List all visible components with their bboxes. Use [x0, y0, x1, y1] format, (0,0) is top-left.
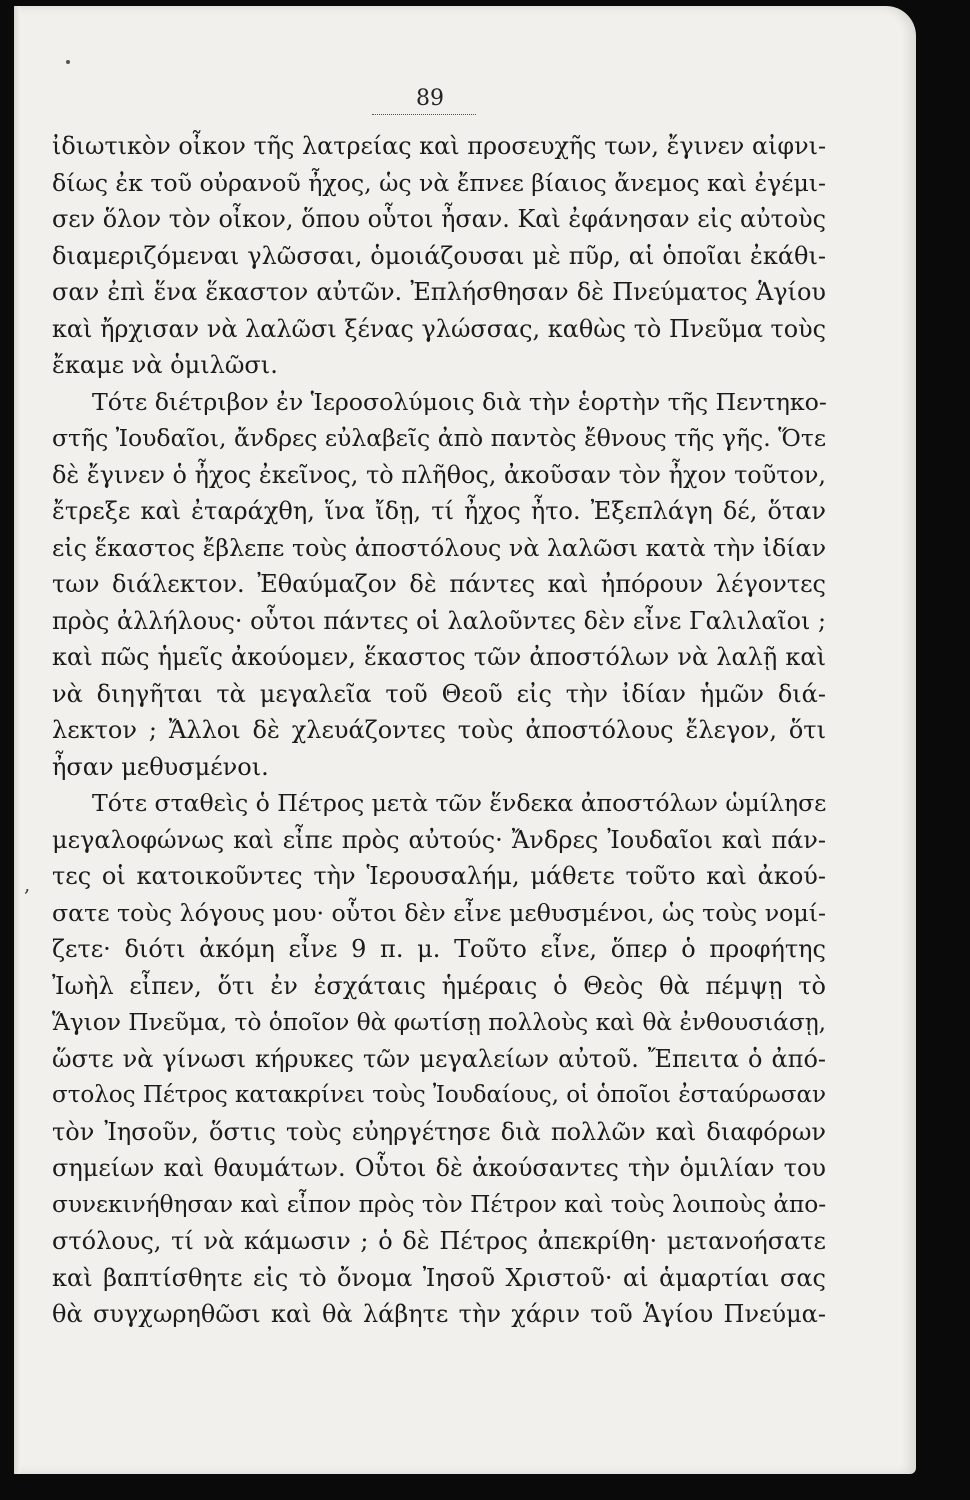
text-line: θὰ συγχωρηθῶσι καὶ θὰ λάβητε τὴν χάριν τοῦ Ἁγίου Πνεύμα-	[52, 1300, 826, 1328]
text-line: εἰς ἕκαστος ἔβλεπε τοὺς ἀποστόλους νὰ λαλῶσι κατὰ τὴν ἰδίαν	[52, 533, 826, 562]
text-line: τες οἱ κατοικοῦντες τὴν Ἱερουσαλήμ, μάθετε τοῦτο καὶ ἀκού-	[52, 862, 826, 890]
text-line: σαν ἐπὶ ἕνα ἕκαστον αὐτῶν. Ἐπλήσθησαν δὲ Πνεύματος Ἁγίου	[52, 278, 826, 306]
text-line: ἦσαν μεθυσμένοι.	[52, 752, 269, 781]
text-line: δίως ἐκ τοῦ οὐρανοῦ ἦχος, ὡς νὰ ἔπνεε βίαιος ἄνεμος καὶ ἐγέμι-	[52, 168, 826, 197]
text-line: στολος Πέτρος κατακρίνει τοὺς Ἰουδαίους, οἱ ὁποῖοι ἐσταύρωσαν	[52, 1082, 826, 1108]
text-line: ἔκαμε νὰ ὁμιλῶσι.	[52, 351, 278, 379]
text-line: καὶ πῶς ἡμεῖς ἀκούομεν, ἕκαστος τῶν ἀποστόλων νὰ λαλῇ καὶ	[52, 643, 826, 671]
page-gutter	[14, 6, 20, 1474]
text-line: μεγαλοφώνως καὶ εἶπε πρὸς αὐτούς· Ἄνδρες Ἰουδαῖοι καὶ πάν-	[52, 825, 826, 854]
text-line: δὲ ἔγινεν ὁ ἦχος ἐκεῖνος, τὸ πλῆθος, ἀκοῦσαν τὸν ἦχον τοῦτον,	[52, 460, 826, 489]
text-line: νὰ διηγῆται τὰ μεγαλεῖα τοῦ Θεοῦ εἰς τὴν ἰδίαν ἡμῶν διά-	[52, 679, 826, 708]
text-line: σατε τοὺς λόγους μου· οὗτοι δὲν εἶνε μεθυσμένοι, ὡς τοὺς νομί-	[52, 898, 826, 927]
paragraph-start-line: Τότε διέτριβον ἐν Ἱεροσολύμοις διὰ τὴν ἑορτὴν τῆς Πεντηκο-	[92, 387, 827, 416]
text-line: καὶ ἤρχισαν νὰ λαλῶσι ξένας γλώσσας, καθὼς τὸ Πνεῦμα τοὺς	[52, 314, 826, 343]
text-line: πρὸς ἀλλήλους· οὗτοι πάντες οἱ λαλοῦντες δὲν εἶνε Γαλιλαῖοι ;	[52, 606, 826, 635]
paper-speck	[66, 60, 70, 64]
body-text	[52, 128, 826, 1333]
page-number-rule	[372, 114, 476, 115]
text-line: συνεκινήθησαν καὶ εἶπον πρὸς τὸν Πέτρον καὶ τοὺς λοιποὺς ἀπο-	[52, 1190, 826, 1218]
text-line: λεκτον ; Ἄλλοι δὲ χλευάζοντες τοὺς ἀποστόλους ἔλεγον, ὅτι	[52, 716, 826, 744]
text-line: σεν ὅλον τὸν οἶκον, ὅπου οὗτοι ἦσαν. Καὶ ἐφάνησαν εἰς αὐτοὺς	[52, 205, 826, 233]
text-line: στῆς Ἰουδαῖοι, ἄνδρες εὐλαβεῖς ἀπὸ παντὸς ἔθνους τῆς γῆς. Ὅτε	[52, 424, 826, 452]
text-line: Ἰωὴλ εἶπεν, ὅτι ἐν ἐσχάταις ἡμέραις ὁ Θεὸς θὰ πέμψῃ τὸ	[52, 971, 826, 1000]
text-line: ἔτρεξε καὶ ἐταράχθη, ἵνα ἴδῃ, τί ἦχος ἦτο. Ἐξεπλάγη δέ, ὅταν	[52, 497, 826, 525]
text-line: Ἅγιον Πνεῦμα, τὸ ὁποῖον θὰ φωτίσῃ πολλοὺς καὶ θὰ ἐνθουσιάσῃ,	[52, 1008, 826, 1036]
paragraph-start-line: Τότε σταθεὶς ὁ Πέτρος μετὰ τῶν ἕνδεκα ἀποστόλων ὡμίλησε	[92, 789, 827, 817]
text-line: τὸν Ἰησοῦν, ὅστις τοὺς εὐηργέτησε διὰ πολλῶν καὶ διαφόρων	[52, 1117, 826, 1146]
text-line: ὥστε νὰ γίνωσι κήρυκες τῶν μεγαλείων αὐτοῦ. Ἔπειτα ὁ ἀπό-	[52, 1044, 826, 1073]
page-number: 89	[416, 86, 444, 111]
text-line: των διάλεκτον. Ἐθαύμαζον δὲ πάντες καὶ ἠπόρουν λέγοντες	[52, 570, 826, 598]
text-line: ἰδιωτικὸν οἶκον τῆς λατρείας καὶ προσευχῆς των, ἔγινεν αἰφνι-	[52, 132, 826, 160]
text-line: διαμεριζόμεναι γλῶσσαι, ὁμοιάζουσαι μὲ πῦρ, αἱ ὁποῖαι ἐκάθι-	[52, 241, 826, 270]
text-line: ζετε· διότι ἀκόμη εἶνε 9 π. μ. Τοῦτο εἶνε, ὅπερ ὁ προφήτης	[52, 935, 826, 963]
margin-mark: ,	[24, 872, 31, 896]
text-line: καὶ βαπτίσθητε εἰς τὸ ὄνομα Ἰησοῦ Χριστοῦ· αἱ ἁμαρτίαι σας	[52, 1263, 826, 1292]
text-line: στόλους, τί νὰ κάμωσιν ; ὁ δὲ Πέτρος ἀπεκρίθη· μετανοήσατε	[52, 1227, 826, 1255]
text-line: σημείων καὶ θαυμάτων. Οὗτοι δὲ ἀκούσαντες τὴν ὁμιλίαν του	[52, 1154, 826, 1182]
